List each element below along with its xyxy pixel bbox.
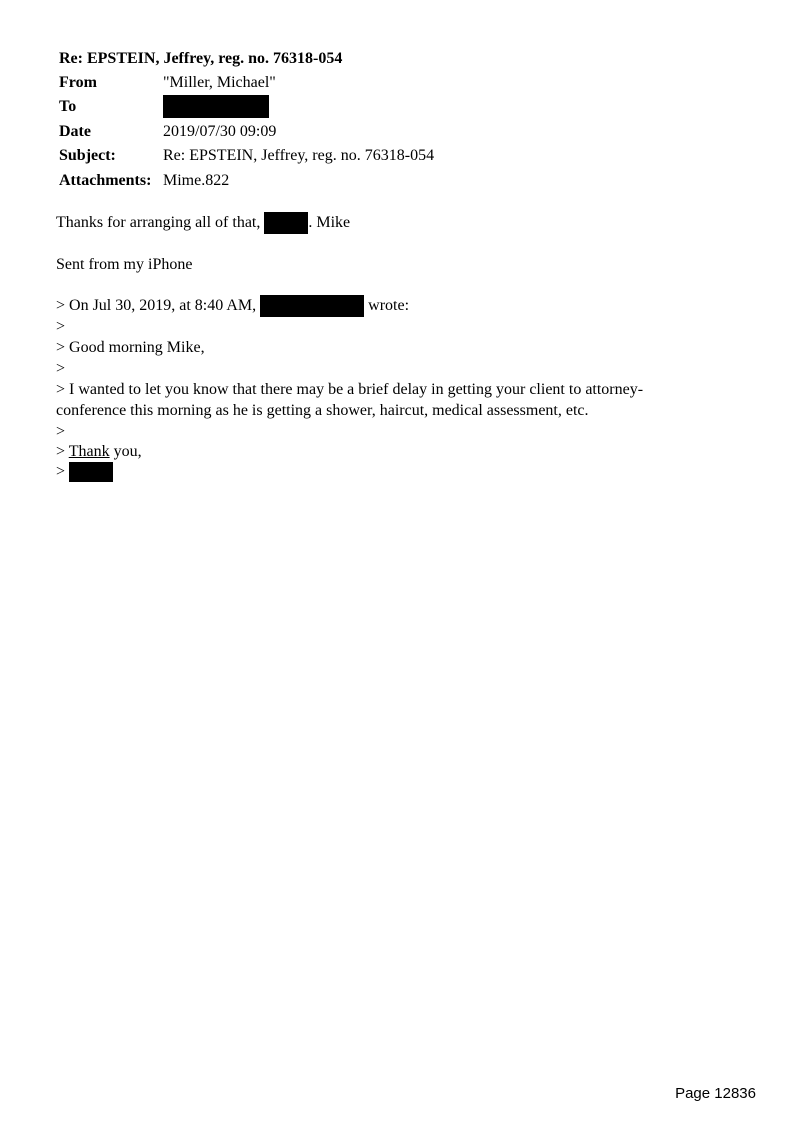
signature-prefix: >	[56, 463, 66, 480]
from-label: From	[59, 74, 97, 91]
subject-value: Re: EPSTEIN, Jeffrey, reg. no. 76318-054	[163, 147, 435, 164]
to-label: To	[59, 98, 77, 115]
to-value	[163, 97, 269, 118]
redaction-box	[69, 462, 113, 482]
greeting-line: > Good morning Mike,	[56, 339, 205, 356]
reply-signoff: . Mike	[308, 214, 351, 231]
quote-header-text: > On Jul 30, 2019, at 8:40 AM,	[56, 297, 257, 314]
message-line: conference this morning as he is getting a shower, haircut, medical assessment, etc.	[56, 402, 589, 419]
thanks-suffix: you,	[109, 443, 142, 460]
redaction-box	[163, 95, 269, 118]
signature-line	[56, 462, 113, 482]
thanks-word: Thank	[68, 443, 110, 460]
subject-label: Subject:	[59, 147, 116, 164]
reply-text: Thanks for arranging all of that,	[56, 214, 261, 231]
sent-from-line: Sent from my iPhone	[56, 256, 193, 273]
redaction-box	[260, 295, 364, 317]
redaction-box	[264, 212, 308, 234]
reply-line	[56, 213, 350, 234]
thanks-line	[56, 442, 142, 462]
from-value: "Miller, Michael"	[163, 74, 276, 91]
quote-header-wrote: wrote:	[368, 297, 410, 314]
message-line: > I wanted to let you know that there may be a brief delay in getting your client to attorney-	[56, 381, 644, 398]
email-title: Re: EPSTEIN, Jeffrey, reg. no. 76318-054	[59, 50, 343, 67]
quote-header-line	[56, 296, 409, 317]
page-number: Page 12836	[675, 1085, 756, 1102]
quote-blank-line: >	[56, 360, 66, 377]
quote-blank-line: >	[56, 423, 66, 440]
thanks-prefix: >	[56, 443, 69, 460]
date-value: 2019/07/30 09:09	[163, 123, 277, 140]
attachments-label: Attachments:	[59, 172, 152, 189]
quote-blank-line: >	[56, 318, 66, 335]
attachments-value: Mime.822	[163, 172, 230, 189]
date-label: Date	[59, 123, 91, 140]
